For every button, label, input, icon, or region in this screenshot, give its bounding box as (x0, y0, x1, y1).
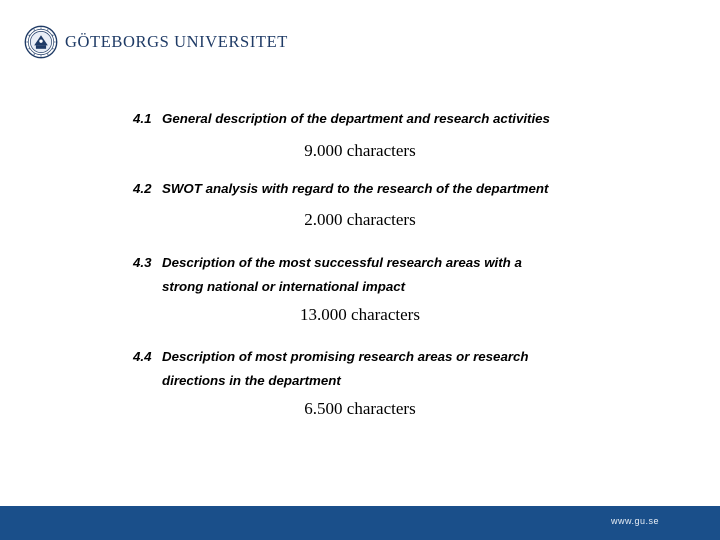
section-heading-4-1 (133, 111, 550, 126)
section-number: 4.2 (133, 181, 152, 196)
character-limit-4-4: 6.500 characters (304, 399, 416, 418)
section-title: SWOT analysis with regard to the research of the department (162, 181, 549, 196)
section-heading-4-3 (133, 251, 522, 299)
header-logo (24, 22, 288, 62)
section-number: 4.1 (133, 111, 152, 126)
university-name: GÖTEBORGS UNIVERSITET (65, 32, 288, 51)
footer-bar (0, 506, 720, 540)
section-heading-4-2 (133, 181, 548, 196)
section-title: Description of most promising research areas or research (162, 349, 529, 364)
section-title: General description of the department and research activities (162, 111, 550, 126)
footer-url: www.gu.se (610, 516, 659, 526)
section-heading-4-4 (133, 345, 529, 393)
character-limit-4-1: 9.000 characters (304, 141, 416, 160)
section-title: Description of the most successful research areas with a (162, 255, 522, 270)
character-limit-4-2: 2.000 characters (304, 210, 416, 229)
university-seal-icon (24, 25, 58, 59)
section-title-continued: strong national or international impact (162, 279, 406, 294)
section-title-continued: directions in the department (162, 373, 341, 388)
section-number: 4.3 (133, 255, 152, 270)
section-number: 4.4 (133, 349, 152, 364)
character-limit-4-3: 13.000 characters (300, 305, 420, 324)
